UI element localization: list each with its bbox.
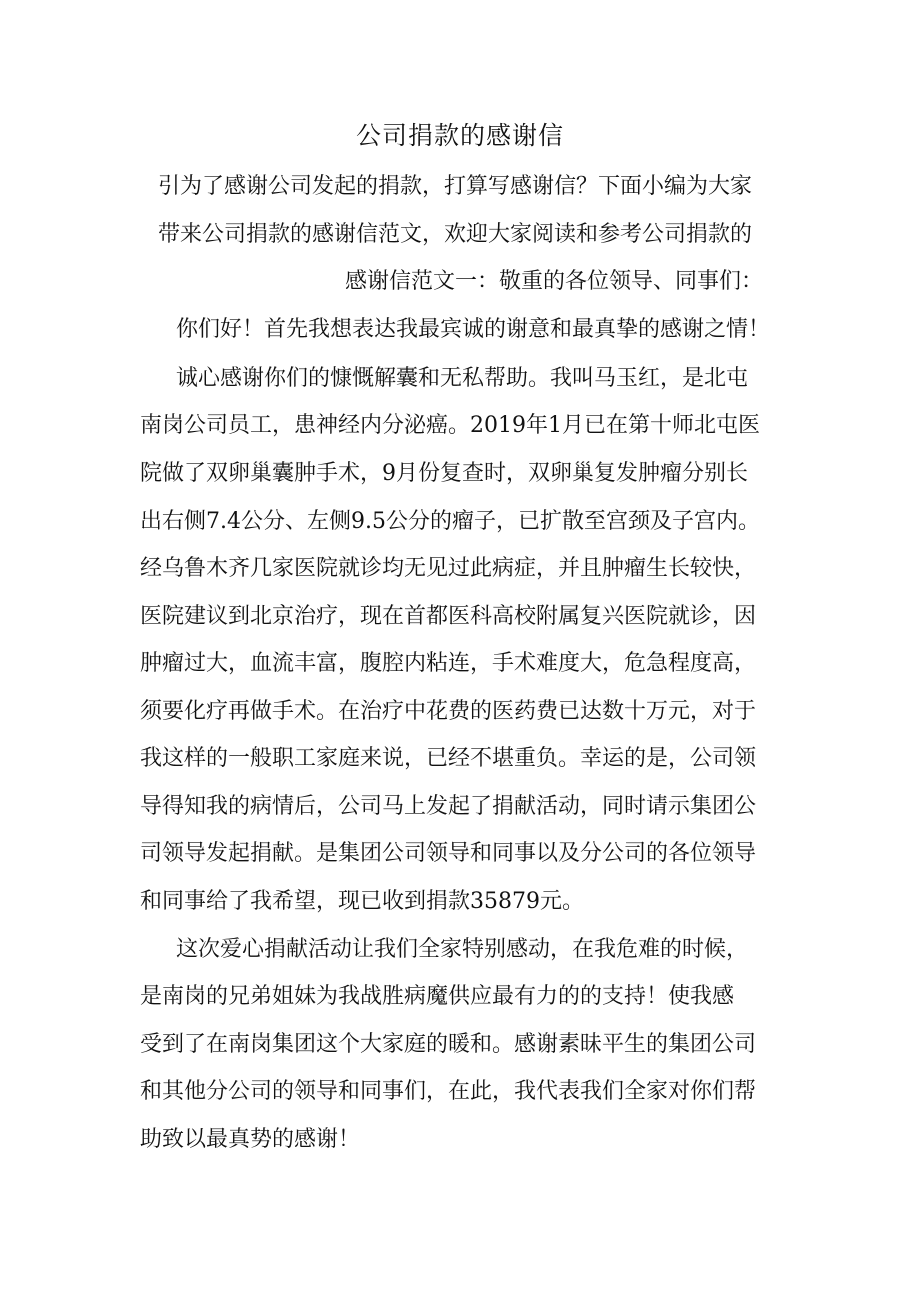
paragraph-1-line: 肿瘤过大，血流丰富，腹腔内粘连，手术难度大，危急程度高，: [140, 651, 757, 676]
paragraph-1-line: 和同事给了我希望，现已收到捐款35879元。: [140, 889, 584, 914]
intro-line-3: 感谢信范文一：敬重的各位领导、同事们：: [345, 269, 764, 294]
paragraph-1-line: 院做了双卵巢囊肿手术，9月份复查时，双卵巢复发肿瘤分别长: [140, 461, 748, 486]
paragraph-1-line: 诚心感谢你们的慷慨解囊和无私帮助。我叫马玉红，是北屯: [176, 366, 749, 391]
paragraph-2-line: 和其他分公司的领导和同事们，在此，我代表我们全家对你们帮: [140, 1079, 757, 1104]
paragraph-2-line: 助致以最真势的感谢！: [140, 1127, 361, 1152]
intro-line-2: 带来公司捐款的感谢信范文，欢迎大家阅读和参考公司捐款的: [158, 222, 753, 247]
greeting-line: 你们好！首先我想表达我最宾诚的谢意和最真挚的感谢之情！: [176, 317, 771, 342]
paragraph-2-line: 是南岗的兄弟姐妹为我战胜病魔供应最有力的的支持！使我感: [140, 984, 735, 1009]
paragraph-2-line: 这次爱心捐献活动让我们全家特别感动，在我危难的时候，: [176, 937, 749, 962]
paragraph-2-line: 受到了在南岗集团这个大家庭的暖和。感谢素昧平生的集团公司: [140, 1032, 757, 1057]
paragraph-1-line: 医院建议到北京治疗，现在首都医科高校附属复兴医院就诊，因: [140, 604, 757, 629]
paragraph-1-line: 经乌鲁木齐几家医院就诊均无见过此病症，并且肿瘤生长较快，: [140, 556, 757, 581]
page-title: 公司捐款的感谢信: [355, 121, 564, 150]
paragraph-1-line: 导得知我的病情后，公司马上发起了捐献活动，同时请示集团公: [140, 794, 757, 819]
paragraph-1-line: 南岗公司员工，患神经内分泌癌。2019年1月已在第十师北屯医: [140, 413, 760, 438]
paragraph-1-line: 须要化疗再做手术。在治疗中花费的医药费已达数十万元，对于: [140, 699, 757, 724]
paragraph-1-line: 我这样的一般职工家庭来说，已经不堪重负。幸运的是，公司领: [140, 746, 757, 771]
paragraph-1-line: 出右侧7.4公分、左侧9.5公分的瘤子，已扩散至宫颈及子宫内。: [140, 509, 760, 534]
intro-line-1: 引为了感谢公司发起的捐款，打算写感谢信？下面小编为大家: [158, 174, 753, 199]
paragraph-1-line: 司领导发起捐献。是集团公司领导和同事以及分公司的各位领导: [140, 841, 757, 866]
